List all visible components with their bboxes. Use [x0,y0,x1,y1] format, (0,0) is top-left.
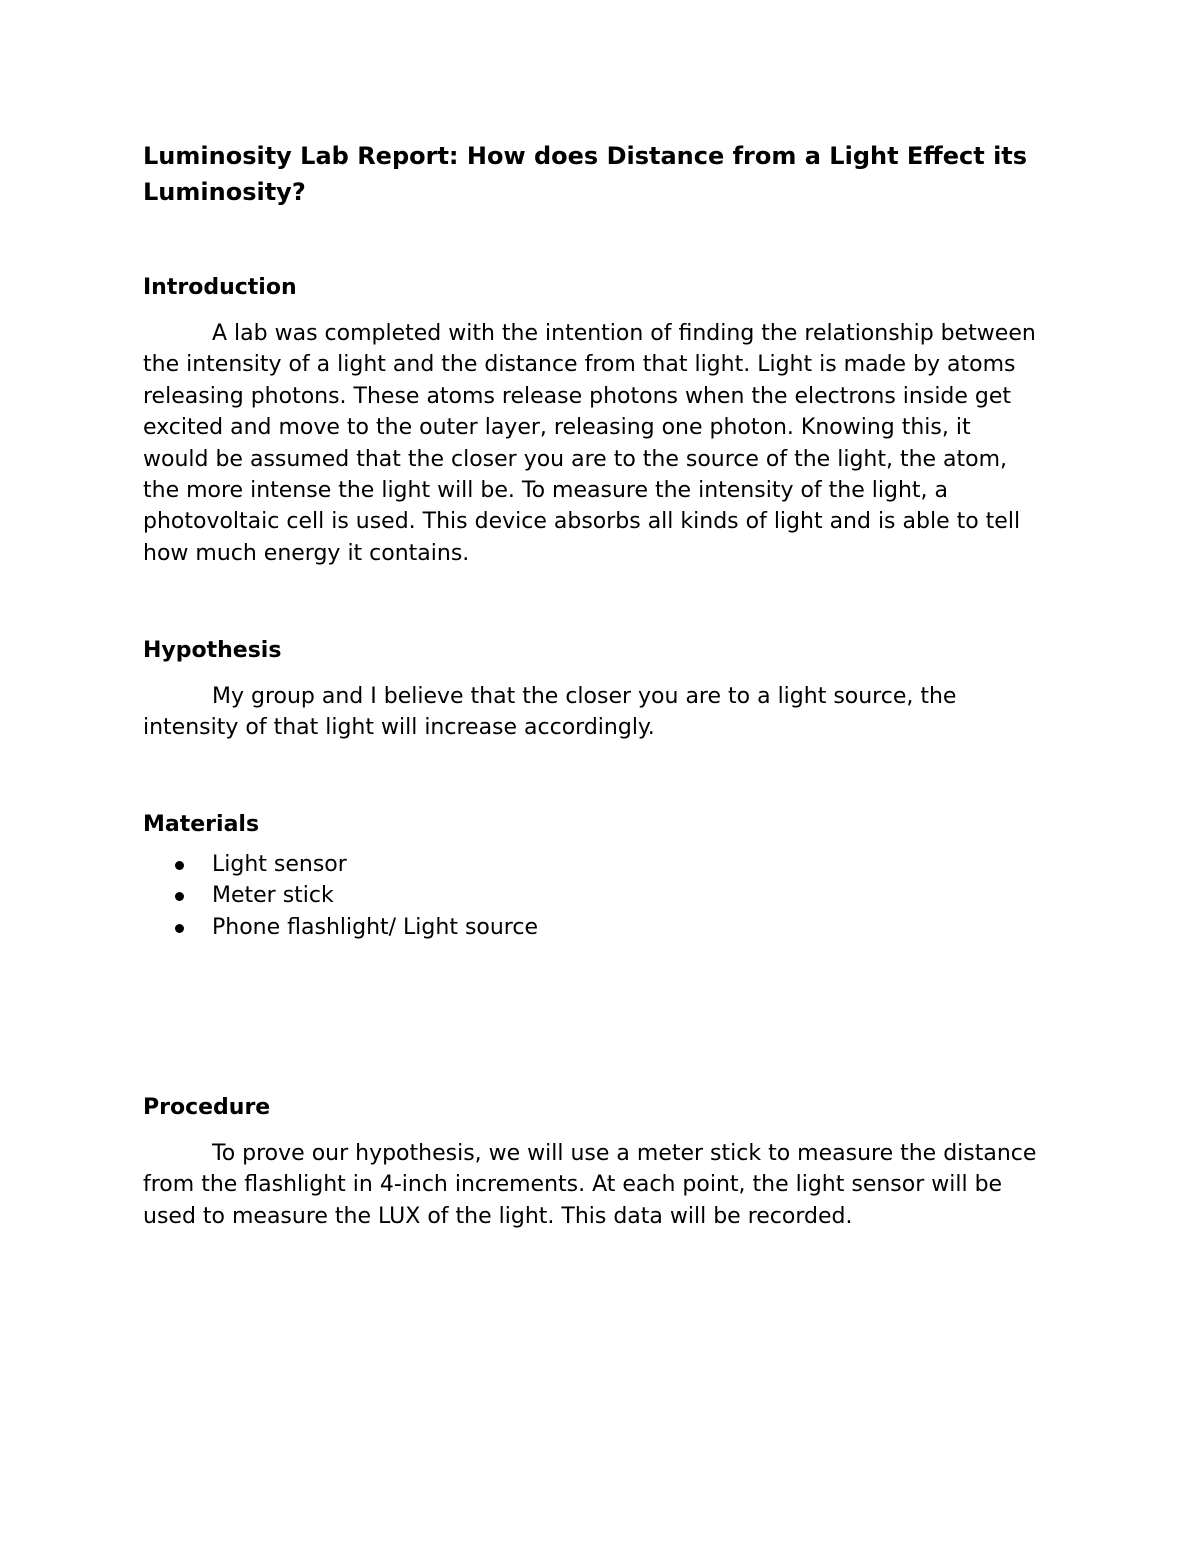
document-title: Luminosity Lab Report: How does Distance from a Light Effect its Luminosity? [143,142,1028,206]
bullet-icon [175,861,184,870]
procedure-heading: Procedure [143,1095,271,1120]
bullet-icon [175,924,184,933]
material-item-label: Light sensor [212,852,347,877]
list-item [143,880,1043,911]
procedure-section [143,1092,1043,1232]
material-item-label: Phone flashlight/ Light source [212,914,539,940]
bullet-icon [175,892,184,901]
hypothesis-section [143,635,1043,744]
list-item [143,912,1043,943]
procedure-paragraph: To prove our hypothesis, we will use a meter stick to measure the distance from the flashlight in 4-inch increments. At each point, the light sensor will be used to measure the LUX of the light. This data will be recorded. [143,1141,1037,1229]
introduction-heading: Introduction [143,275,297,300]
introduction-section [143,272,1043,569]
materials-list [143,849,1043,943]
list-item [143,849,1043,880]
materials-heading: Materials [143,812,260,837]
material-item-label: Meter stick [212,883,334,909]
hypothesis-paragraph: My group and I believe that the closer you are to a light source, the intensity of that light will increase accordingly. [143,684,957,741]
hypothesis-heading: Hypothesis [143,638,282,663]
materials-section [143,809,1043,943]
introduction-paragraph: A lab was completed with the intention of finding the relationship between the intensity of a light and the distance from that light. Light is made by atoms releasing photons. These atoms release photons when the electrons inside get excited and move to the outer layer, releasing one photon. Knowing this, it would be assumed that the closer you are to the source of the light, the atom, the more intense the light will be. To measure the intensity of the light, a photovoltaic cell is used. This device absorbs all kinds of light and is able to tell how much energy it contains. [143,321,1036,566]
